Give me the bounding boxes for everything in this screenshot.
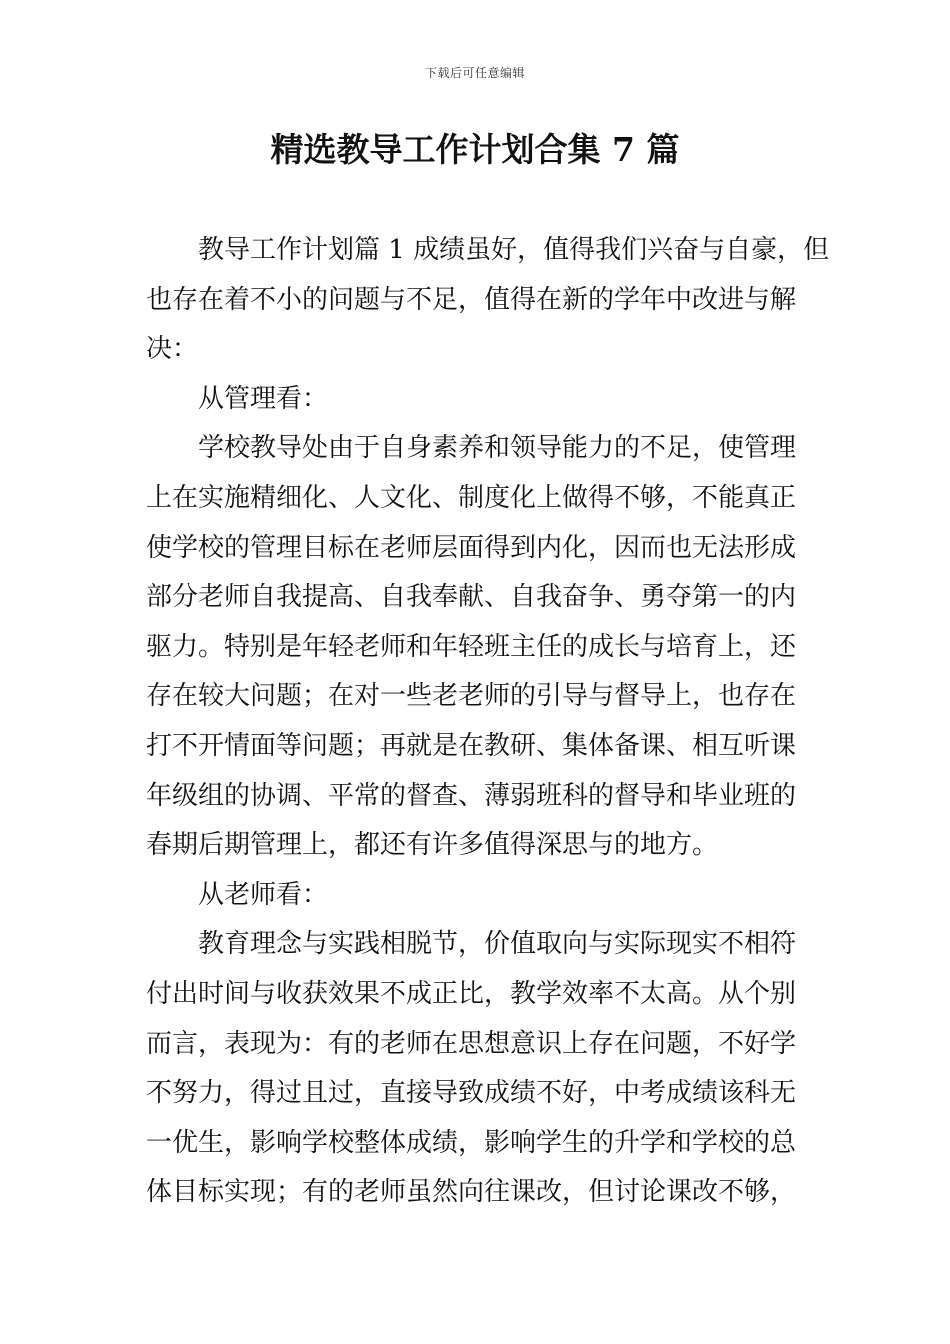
text-line: 学校教导处由于自身素养和领导能力的不足，使管理: [198, 433, 797, 464]
text-line: 驱力。特别是年轻老师和年轻班主任的成长与培育上，还: [146, 631, 797, 662]
document-title: 精选教导工作计划合集 7 篇: [270, 130, 680, 169]
text-line: 春期后期管理上，都还有许多值得深思与的地方。: [146, 830, 719, 861]
text-line: 使学校的管理目标在老师层面得到内化，因而也无法形成: [146, 532, 797, 563]
text-line: 上在实施精细化、人文化、制度化上做得不够，不能真正: [146, 482, 797, 513]
text-line: 一优生，影响学校整体成绩，影响学生的升学和学校的总: [146, 1127, 797, 1158]
text-line: 而言，表现为：有的老师在思想意识上存在问题，不好学: [146, 1028, 797, 1059]
text-line: 打不开情面等问题；再就是在教研、集体备课、相互听课: [146, 730, 797, 761]
text-line: 年级组的协调、平常的督查、薄弱班科的督导和毕业班的: [146, 780, 797, 811]
text-line: 决：: [146, 334, 199, 365]
text-line: 教导工作计划篇 1 成绩虽好，值得我们兴奋与自豪，但: [198, 235, 830, 265]
text-line: 存在较大问题；在对一些老老师的引导与督导上，也存在: [146, 681, 797, 712]
text-line: 体目标实现；有的老师虽然向往课改，但讨论课改不够，: [146, 1177, 797, 1208]
text-line: 付出时间与收获效果不成正比，教学效率不太高。从个别: [146, 978, 797, 1009]
header-note: 下载后可任意编辑: [424, 66, 525, 80]
document-body: [146, 226, 830, 1218]
text-line: 从老师看：: [198, 879, 329, 910]
text-line: 不努力，得过且过，直接导致成绩不好，中考成绩该科无: [146, 1078, 797, 1109]
text-line: 部分老师自我提高、自我奉献、自我奋争、勇夺第一的内: [146, 582, 797, 613]
text-line: 也存在着不小的问题与不足，值得在新的学年中改进与解: [146, 284, 797, 315]
text-line: 从管理看：: [198, 383, 329, 414]
text-line: 教育理念与实践相脱节，价值取向与实际现实不相符: [198, 929, 797, 960]
